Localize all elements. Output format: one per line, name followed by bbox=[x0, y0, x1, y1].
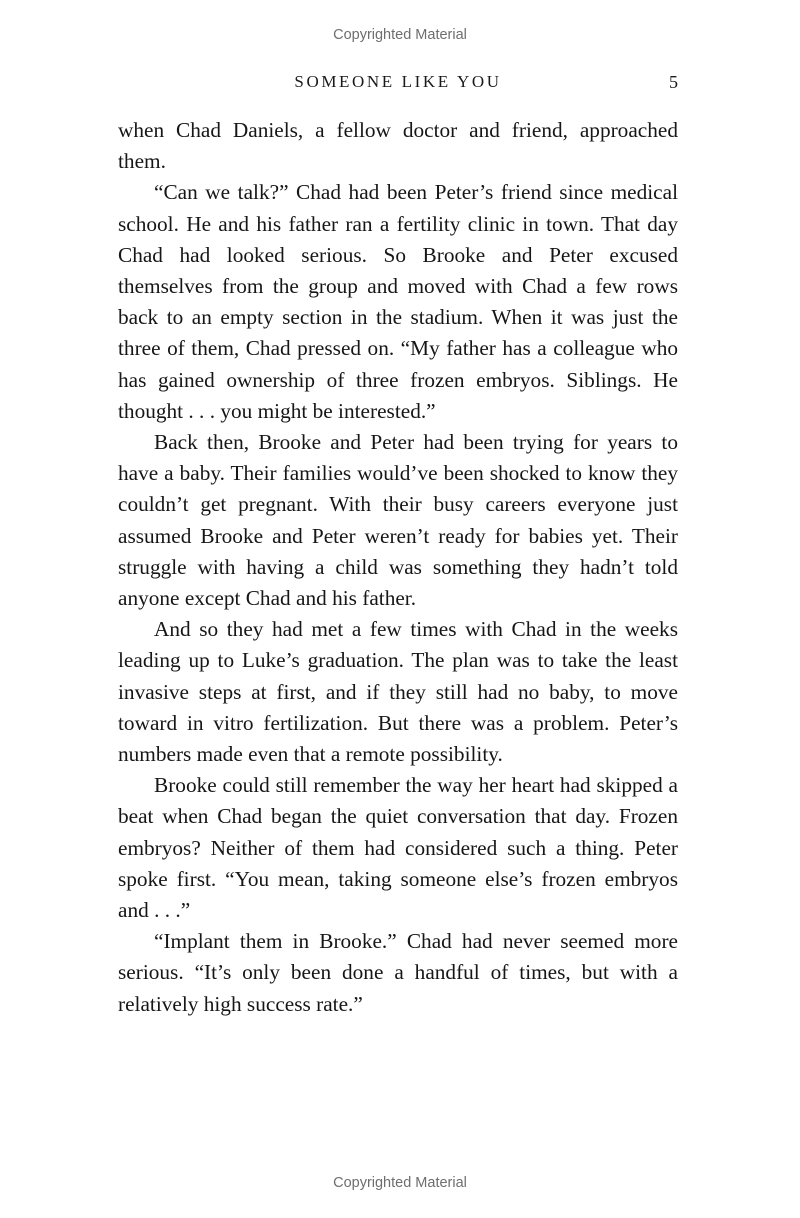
copyright-watermark-bottom: Copyrighted Material bbox=[333, 1175, 467, 1191]
body-text bbox=[118, 115, 678, 1020]
paragraph: “Implant them in Brooke.” Chad had never seemed more serious. “It’s only been done a handful of times, but with a relatively high success rate.” bbox=[118, 929, 678, 1016]
paragraph: “Can we talk?” Chad had been Peter’s friend since medical school. He and his father ran a fertility clinic in town. That day Chad had looked serious. So Brooke and Peter excused themselves from the group and moved with Chad a few rows back to an empty section in the stadium. When it was just the three of them, Chad pressed on. “My father has a colleague who has gained ownership of three frozen embryos. Siblings. He thought . . . you might be interested.” bbox=[118, 180, 678, 423]
paragraph: Brooke could still remember the way her heart had skipped a beat when Chad began the quiet conversation that day. Frozen embryos? Neither of them had considered such a thing. Peter spoke first. “You mean, taking someone else’s frozen embryos and . . .” bbox=[118, 773, 678, 923]
paragraph: And so they had met a few times with Chad in the weeks leading up to Luke’s graduation. The plan was to take the least invasive steps at first, and if they still had no baby, to move toward in vitro fertilization. But there was a problem. Peter’s numbers made even that a remote possibility. bbox=[118, 617, 678, 767]
paragraph: Back then, Brooke and Peter had been trying for years to have a baby. Their families would’ve been shocked to know they couldn’t get pregnant. With their busy careers everyone just assumed Brooke and Peter weren’t ready for babies yet. Their struggle with having a child was something they hadn’t told anyone except Chad and his father. bbox=[118, 430, 678, 611]
page-number: 5 bbox=[669, 72, 678, 92]
copyright-watermark-top: Copyrighted Material bbox=[333, 27, 467, 43]
paragraph: when Chad Daniels, a fellow doctor and friend, approached them. bbox=[118, 118, 678, 174]
running-title: SOMEONE LIKE YOU bbox=[294, 72, 502, 91]
running-header bbox=[118, 72, 678, 96]
